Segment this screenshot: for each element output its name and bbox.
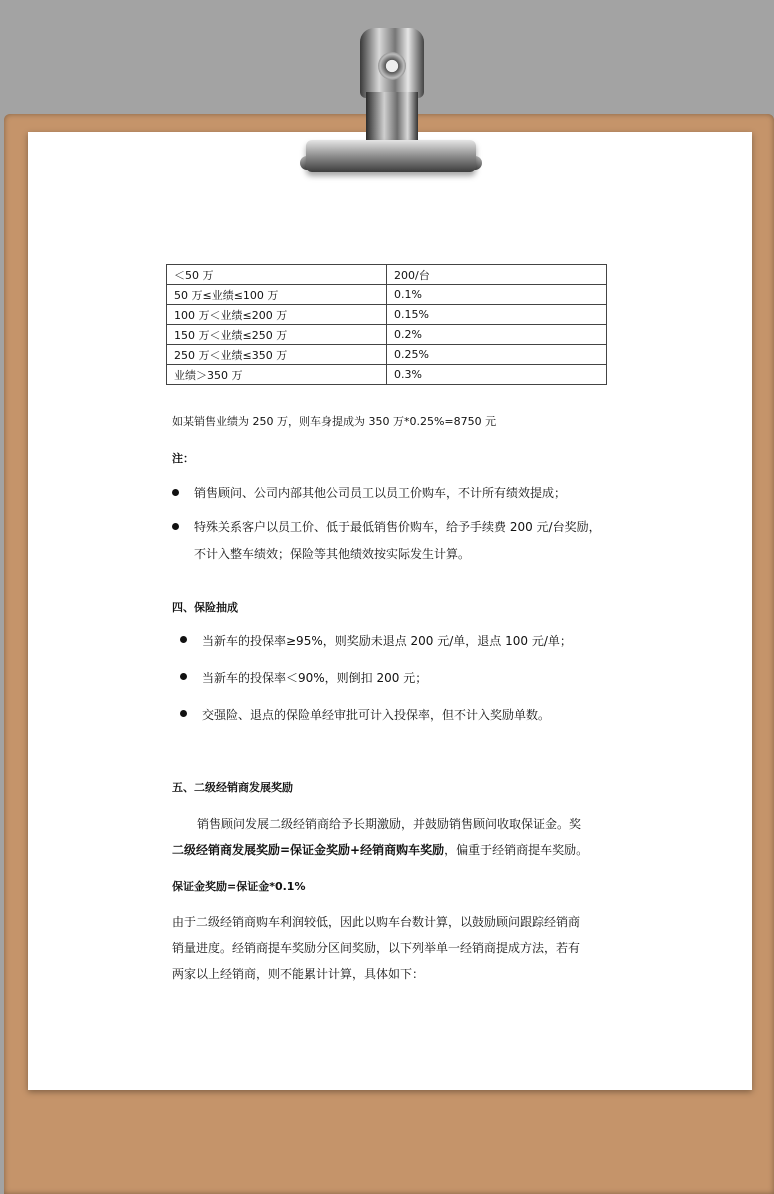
table-cell-range: 150 万＜业绩≤250 万 [167,325,387,345]
table-cell-rate: 0.1% [387,285,607,305]
table-row [167,325,607,345]
note-item-1: 销售顾问、公司内部其他公司员工以员工价购车，不计所有绩效提成； [194,486,567,500]
table-cell-range: 250 万＜业绩≤350 万 [167,345,387,365]
clip-hole [378,52,406,80]
table-cell-rate: 200/台 [387,265,607,285]
table-row [167,365,607,385]
table-cell-rate: 0.2% [387,325,607,345]
table-row [167,285,607,305]
section5-para2-line3: 两家以上经销商，则不能累计计算，具体如下： [172,967,425,981]
bullet-icon [172,489,179,496]
bonus-formula-bold: 二级经销商发展奖励=保证金奖励+经销商购车奖励 [172,843,445,857]
commission-rate-table [166,264,607,385]
table-cell-rate: 0.3% [387,365,607,385]
table-cell-range: 50 万≤业绩≤100 万 [167,285,387,305]
section5-para2-line1: 由于二级经销商购车利润较低，因此以购车台数计算，以鼓励顾问跟踪经销商 [172,915,581,929]
table-cell-range: 100 万＜业绩≤200 万 [167,305,387,325]
section5-para1-line2 [172,841,588,858]
section4-item-1: 当新车的投保率≥95%，则奖励未退点 200 元/单，退点 100 元/单； [202,634,572,648]
bonus-formula-rest: ，偏重于经销商提车奖励。 [444,843,589,857]
clip-neck [366,92,418,140]
table-row [167,305,607,325]
bullet-icon [172,523,179,530]
section5-para2-line2: 销量进度。经销商提车奖励分区间奖励，以下列举单一经销商提成方法，若有 [172,941,581,955]
section5-title: 五、二级经销商发展奖励 [172,781,293,794]
bullet-icon [180,636,187,643]
table-cell-range: 业绩＞350 万 [167,365,387,385]
deposit-formula: 保证金奖励=保证金*0.1% [172,880,306,893]
section4-title: 四、保险抽成 [172,601,238,614]
section4-item-2: 当新车的投保率＜90%，则倒扣 200 元； [202,671,428,685]
section5-para1-line1: 销售顾问发展二级经销商给予长期激励，并鼓励销售顾问收取保证金。奖 [197,817,582,831]
note-label: 注： [172,452,194,465]
example-text: 如某销售业绩为 250 万，则车身提成为 350 万*0.25%=8750 元 [172,415,497,428]
note-item-2-continued: 不计入整车绩效；保险等其他绩效按实际发生计算。 [194,547,471,561]
table-cell-rate: 0.15% [387,305,607,325]
bullet-icon [180,710,187,717]
clip-base [306,140,476,172]
table-cell-rate: 0.25% [387,345,607,365]
note-item-2: 特殊关系客户以员工价、低于最低销售价购车，给予手续费 200 元/台奖励， [194,520,601,534]
section4-item-3: 交强险、退点的保险单经审批可计入投保率，但不计入奖励单数。 [202,708,551,722]
bullet-icon [180,673,187,680]
table-cell-range: ＜50 万 [167,265,387,285]
table-row [167,345,607,365]
table-row [167,265,607,285]
